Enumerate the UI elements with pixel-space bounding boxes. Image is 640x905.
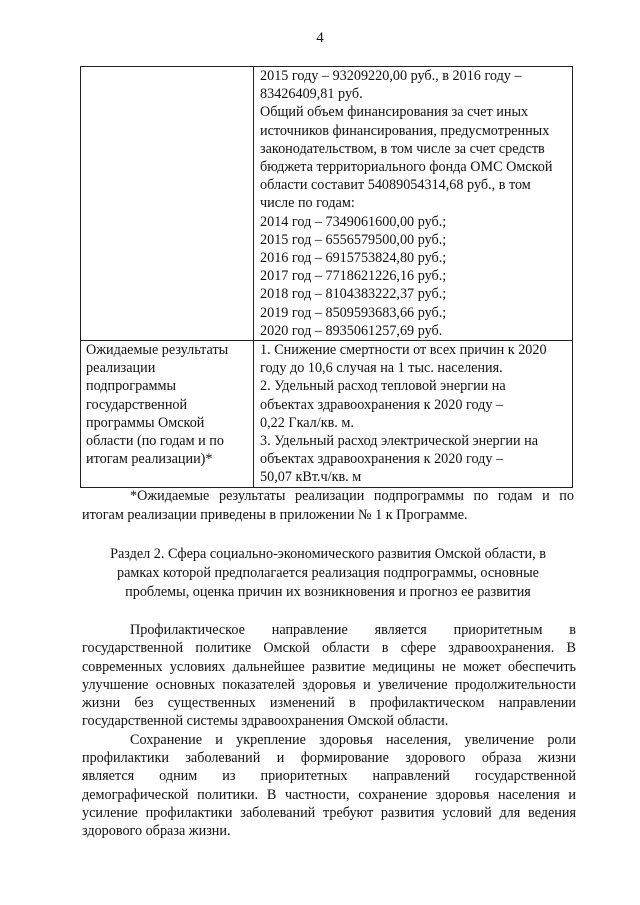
result-line: объектах здравоохранения к 2020 году – xyxy=(260,451,504,468)
footnote-line: итогам реализации приведены в приложении № 1 к Программе. xyxy=(82,507,468,523)
program-passport-table xyxy=(80,66,573,488)
table-value-cell-financing xyxy=(254,67,573,341)
paragraph-line: современных условиях дальнейшее развитие медицины не может обеспечить xyxy=(82,658,576,675)
result-line: 50,07 кВт.ч/кв. м xyxy=(260,469,362,486)
paragraph-health-preservation xyxy=(82,731,576,841)
label-line: Ожидаемые результаты xyxy=(86,342,229,359)
paragraph-line: государственной политике Омской области в сфере здравоохранения. В xyxy=(82,640,576,657)
label-line: программы Омской xyxy=(86,414,205,431)
footnote-line: *Ожидаемые результаты реализации подпрограммы по годам и по xyxy=(130,488,574,504)
section-title xyxy=(82,545,574,602)
financing-year-line: 2019 год – 8509593683,66 руб.; xyxy=(260,304,447,321)
financing-year-line: 2018 год – 8104383222,37 руб.; xyxy=(260,286,447,303)
financing-line: 83426409,81 руб. xyxy=(260,86,363,103)
result-line: 2. Удельный расход тепловой энергии на xyxy=(260,378,506,395)
financing-year-line: 2015 год – 6556579500,00 руб.; xyxy=(260,231,447,248)
result-line: году до 10,6 случая на 1 тыс. населения. xyxy=(260,360,503,377)
paragraph-line: жизни без существенных изменений в профилактическом направлении xyxy=(82,695,576,712)
financing-year-line: 2014 год – 7349061600,00 руб.; xyxy=(260,213,447,230)
financing-line: бюджета территориального фонда ОМС Омской xyxy=(260,159,553,176)
section-title-line: Раздел 2. Сфера социально-экономического развития Омской области, в xyxy=(110,546,546,562)
paragraph-line: профилактики заболеваний и формирование здорового образа жизни xyxy=(82,750,576,767)
financing-year-line: 2017 год – 7718621226,16 руб.; xyxy=(260,268,447,285)
paragraph-prevention-priority xyxy=(82,621,576,731)
result-line: 3. Удельный расход электрической энергии на xyxy=(260,433,539,450)
label-line: области (по годам и по xyxy=(86,433,224,450)
result-line: 1. Снижение смертности от всех причин к 2020 xyxy=(260,342,547,359)
financing-line: 2015 году – 93209220,00 руб., в 2016 году – xyxy=(260,68,522,84)
table-row-expected-results xyxy=(81,341,573,488)
financing-line: области составит 54089054314,68 руб., в том xyxy=(260,177,531,194)
paragraph-line: Профилактическое направление является приоритетным в xyxy=(130,622,576,638)
financing-year-line: 2016 год – 6915753824,80 руб.; xyxy=(260,250,447,267)
financing-line: числе по годам: xyxy=(260,195,355,212)
result-line: 0,22 Гкал/кв. м. xyxy=(260,414,354,431)
section-title-line: рамках которой предполагается реализация подпрограммы, основные xyxy=(117,565,539,581)
footnote xyxy=(82,487,574,525)
paragraph-line: здорового образа жизни. xyxy=(82,823,231,840)
label-line: итогам реализации)* xyxy=(86,451,213,468)
body-text xyxy=(82,621,576,841)
label-line: государственной xyxy=(86,396,188,413)
financing-year-line: 2020 год – 8935061257,69 руб. xyxy=(260,322,443,339)
table-label-cell-expected-results xyxy=(81,341,254,488)
paragraph-line: Сохранение и укрепление здоровья населения, увеличение роли xyxy=(130,731,576,748)
financing-line: законодательством, в том числе за счет средств xyxy=(260,140,545,157)
paragraph-line: усиление профилактики заболеваний требуют развития условий для ведения xyxy=(82,804,576,821)
financing-line: Общий объем финансирования за счет иных xyxy=(260,104,529,121)
label-line: подпрограммы xyxy=(86,378,176,395)
table-row-financing xyxy=(81,67,573,341)
label-line: реализации xyxy=(86,360,156,377)
paragraph-line: является одним из приоритетных направлений государственной xyxy=(82,768,576,785)
section-title-line: проблемы, оценка причин их возникновения и прогноз ее развития xyxy=(125,584,531,600)
financing-line: источников финансирования, предусмотренных xyxy=(260,122,550,139)
result-line: объектах здравоохранения к 2020 году – xyxy=(260,396,504,413)
paragraph-line: улучшение основных показателей здоровья и увеличение продолжительности xyxy=(82,676,576,693)
paragraph-line: государственной системы здравоохранения Омской области. xyxy=(82,713,449,730)
paragraph-line: демографической политики. В частности, сохранение здоровья населения и xyxy=(82,786,576,803)
table-value-cell-expected-results xyxy=(254,341,573,488)
table-label-cell-empty xyxy=(81,67,254,341)
page-number: 4 xyxy=(316,30,324,46)
